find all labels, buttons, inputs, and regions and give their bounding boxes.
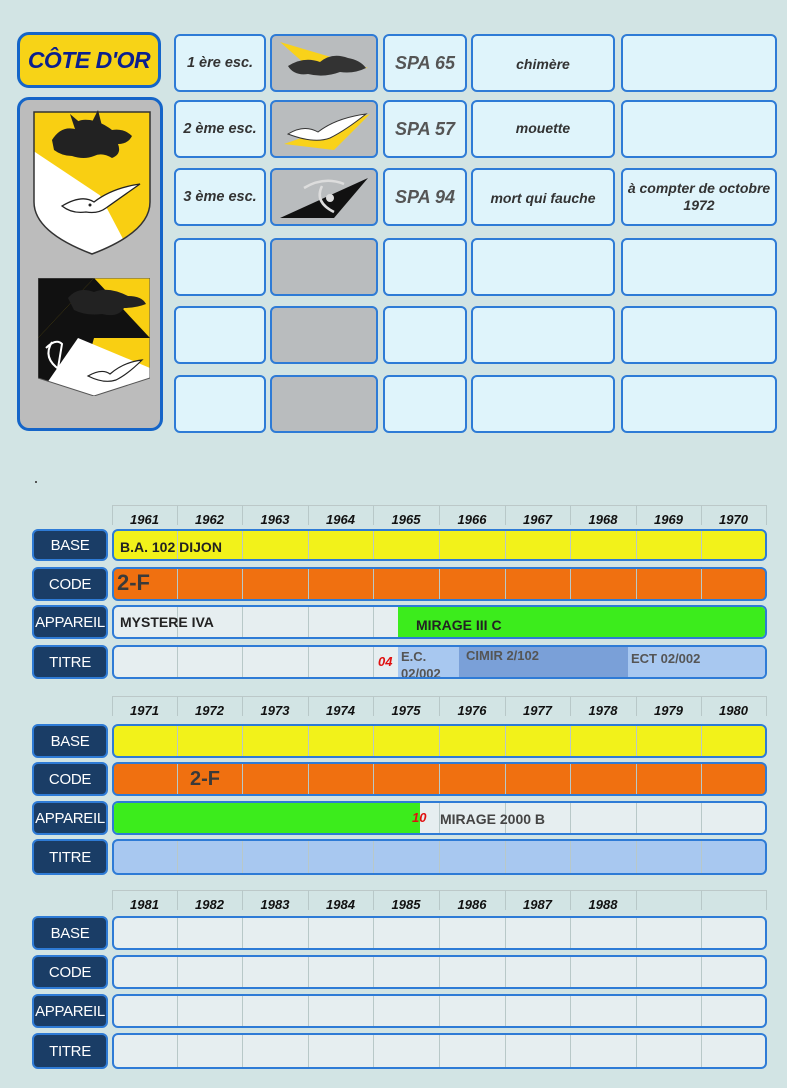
grid-line [242,1035,243,1067]
year-divider [505,890,506,910]
titre-1961-bar [112,645,767,679]
squadron-esc-cell [174,238,266,296]
appareil-b-value: MIRAGE III C [416,617,502,633]
titre-a-value: E.C. 02/002 [401,649,441,679]
squadron-name-cell [471,238,615,296]
appareil-a-value: MYSTERE IVA [120,614,214,630]
grid-line [570,957,571,987]
dragon-seagull-shield-icon [32,110,152,256]
squadron-spa-cell [383,306,467,364]
titre-1981-label: TITRE [32,1033,108,1069]
squadron-note-cell [621,238,777,296]
grid-line [373,841,374,873]
year-divider [308,696,309,716]
grid-line [505,841,506,873]
year-label: 1984 [326,897,355,912]
squadron-name: mort qui fauche [490,190,596,206]
grid-line [242,841,243,873]
appareil-1971-label: APPAREIL [32,801,108,835]
squadron-esc-cell [174,375,266,433]
grid-line [373,726,374,756]
grid-line [636,918,637,948]
grid-line [308,957,309,987]
year-divider [112,890,113,910]
year-divider [766,890,767,910]
grid-line [570,569,571,599]
grid-line [439,531,440,559]
year-label: 1977 [523,703,552,718]
squadron-badge-icon [274,172,374,222]
grid-line [505,726,506,756]
squadron-name-cell [471,306,615,364]
squadron-note: à compter de octobre 1972 [627,180,771,213]
grid-line [242,607,243,637]
year-divider [505,505,506,525]
year-divider [570,890,571,910]
year-divider [112,696,113,716]
grid-line [439,841,440,873]
squadron-esc-cell [174,100,266,158]
grid-line [308,569,309,599]
appareil-1981-bar [112,994,767,1028]
grid-line [242,531,243,559]
grid-line [701,1035,702,1067]
year-divider [373,505,374,525]
grid-line [701,918,702,948]
unit-title: CÔTE D'OR [17,32,161,88]
appareil-mark: 10 [412,810,427,825]
grid-line [308,607,309,637]
squadron-esc: 2 ème esc. [183,121,257,137]
grid-line [636,957,637,987]
base-1971-label: BASE [32,724,108,758]
grid-line [177,764,178,794]
grid-line [373,607,374,637]
year-label: 1962 [195,512,224,527]
grid-line [373,918,374,948]
grid-line [505,569,506,599]
code-value: 2-F [117,570,150,595]
squadron-badge-icon [274,38,374,88]
base-value: B.A. 102 DIJON [120,539,222,555]
squadron-note-cell [621,168,777,226]
year-label: 1963 [260,512,290,527]
grid-line [373,957,374,987]
year-divider [439,696,440,716]
year-label: 1981 [130,897,159,912]
year-divider [701,890,702,910]
grid-line [308,647,309,677]
titre-b-value: CIMIR 2/102 [466,648,539,663]
squadron-spa: SPA 94 [394,186,456,207]
year-divider [242,890,243,910]
year-label: 1967 [523,512,552,527]
grid-line [177,841,178,873]
grid-line [636,764,637,794]
grid-line [177,957,178,987]
grid-line [701,996,702,1026]
grid-line [242,918,243,948]
year-divider [373,890,374,910]
grid-line [505,918,506,948]
year-divider [439,505,440,525]
year-divider [112,505,113,525]
grid-line [373,647,374,677]
year-label: 1964 [326,512,355,527]
appareil-1971-bar [112,801,767,835]
squadron-spa-cell [383,168,467,226]
squadron-badge-icon [274,104,374,154]
grid-line [505,531,506,559]
titre-c-value: ECT 02/002 [631,651,701,666]
grid-line [636,996,637,1026]
year-divider [766,505,767,525]
grid-line [177,647,178,677]
grid-line [570,803,571,833]
grid-line [636,569,637,599]
titre-1961-label: TITRE [32,645,108,679]
year-divider [177,696,178,716]
year-divider [242,505,243,525]
squadron-note-cell [621,100,777,158]
code-1961-label: CODE [32,567,108,601]
grid-line [242,726,243,756]
grid-line [177,918,178,948]
appareil-1961-label: APPAREIL [32,605,108,639]
squadron-esc-cell [174,306,266,364]
code-1971-label: CODE [32,762,108,796]
grid-line [439,764,440,794]
year-divider [701,505,702,525]
grid-line [636,841,637,873]
squadron-name: mouette [515,120,571,136]
appareil-b-value: MIRAGE 2000 B [440,811,546,827]
squadron-name-cell [471,168,615,226]
year-divider [177,890,178,910]
squadron-badge-cell [270,306,378,364]
grid-line [636,531,637,559]
grid-line [439,1035,440,1067]
grid-line [439,957,440,987]
grid-line [570,996,571,1026]
squadron-badge-cell [270,168,378,226]
grid-line [439,918,440,948]
base-1981-bar [112,916,767,950]
titre-1971-label: TITRE [32,839,108,875]
grid-line [570,918,571,948]
year-label: 1975 [391,703,421,718]
grid-line [439,569,440,599]
grid-line [701,726,702,756]
grid-line [242,764,243,794]
grid-line [505,996,506,1026]
code-1981-bar [112,955,767,989]
year-label: 1985 [391,897,421,912]
grid-line [373,764,374,794]
squadron-esc-cell [174,34,266,92]
grid-line [242,569,243,599]
squadron-badge-cell [270,100,378,158]
squadron-note-cell [621,375,777,433]
base-1961-bar [112,529,767,561]
grid-line [570,1035,571,1067]
dragon-reaper-seagull-shield-icon [38,278,150,396]
grid-line [701,531,702,559]
year-label: 1983 [260,897,290,912]
grid-line [505,764,506,794]
titre-1971-bar [112,839,767,875]
squadron-spa: SPA 65 [394,52,456,73]
code-value: 2-F [190,768,220,790]
year-divider [636,696,637,716]
grid-line [636,803,637,833]
base-1981-label: BASE [32,916,108,950]
year-label: 1968 [588,512,618,527]
squadron-name: chimère [516,56,570,72]
squadron-badge-cell [270,34,378,92]
grid-line [701,841,702,873]
grid-line [570,726,571,756]
year-label: 1988 [588,897,618,912]
year-label: 1980 [719,703,748,718]
year-label: 1965 [391,512,421,527]
grid-line [308,918,309,948]
year-divider [636,505,637,525]
grid-line [308,1035,309,1067]
year-label: 1961 [130,512,159,527]
grid-line [570,764,571,794]
code-1981-label: CODE [32,955,108,989]
squadron-esc-cell [174,168,266,226]
year-divider [505,696,506,716]
squadron-esc: 3 ème esc. [183,189,257,205]
year-divider [439,890,440,910]
year-label: 1972 [195,703,224,718]
squadron-spa-cell [383,375,467,433]
year-label: 1969 [654,512,683,527]
grid-line [177,726,178,756]
grid-line [242,957,243,987]
year-divider [177,505,178,525]
grid-line [570,841,571,873]
year-label: 1970 [719,512,748,527]
grid-line [373,996,374,1026]
grid-line [308,531,309,559]
grid-line [308,764,309,794]
titre-mark: 04 [378,654,393,669]
appareil-1961-bar [112,605,767,639]
year-label: 1966 [457,512,487,527]
year-divider [570,505,571,525]
year-label: 1971 [130,703,159,718]
grid-line [636,1035,637,1067]
squadron-name-cell [471,34,615,92]
grid-line [177,1035,178,1067]
year-divider [570,696,571,716]
grid-line [177,569,178,599]
year-divider [636,890,637,910]
grid-line [636,726,637,756]
year-divider [701,696,702,716]
year-divider [373,696,374,716]
year-divider [766,696,767,716]
crest-panel [17,97,163,431]
year-label: 1986 [457,897,487,912]
year-label: 1979 [654,703,683,718]
base-1971-bar [112,724,767,758]
grid-line [439,726,440,756]
grid-line [505,1035,506,1067]
squadron-badge-cell [270,238,378,296]
grid-line [439,996,440,1026]
grid-line [373,569,374,599]
grid-line [242,996,243,1026]
year-label: 1987 [523,897,552,912]
grid-line [308,726,309,756]
grid-line [373,1035,374,1067]
squadron-badge-cell [270,375,378,433]
appareil-1981-label: APPAREIL [32,994,108,1028]
grid-line [308,996,309,1026]
year-label: 1973 [260,703,290,718]
grid-line [701,569,702,599]
squadron-esc: 1 ère esc. [186,55,254,71]
mirage-iii-c-segment-2 [112,803,420,833]
grid-line [177,996,178,1026]
grid-line [308,841,309,873]
code-1961-bar [112,567,767,601]
grid-line [242,647,243,677]
grid-line [701,957,702,987]
squadron-spa-cell [383,100,467,158]
grid-line [373,531,374,559]
squadron-note-cell [621,34,777,92]
year-divider [242,696,243,716]
squadron-name-cell [471,100,615,158]
stray-dot [35,481,37,483]
squadron-spa-cell [383,34,467,92]
titre-1981-bar [112,1033,767,1069]
squadron-note-cell [621,306,777,364]
year-divider [308,505,309,525]
year-label: 1974 [326,703,355,718]
squadron-spa-cell [383,238,467,296]
grid-line [701,764,702,794]
grid-line [505,957,506,987]
grid-line [570,531,571,559]
year-label: 1978 [588,703,618,718]
squadron-spa: SPA 57 [394,118,456,139]
code-1971-bar [112,762,767,796]
year-divider [308,890,309,910]
year-label: 1982 [195,897,224,912]
grid-line [701,803,702,833]
squadron-name-cell [471,375,615,433]
base-1961-label: BASE [32,529,108,561]
year-label: 1976 [457,703,487,718]
